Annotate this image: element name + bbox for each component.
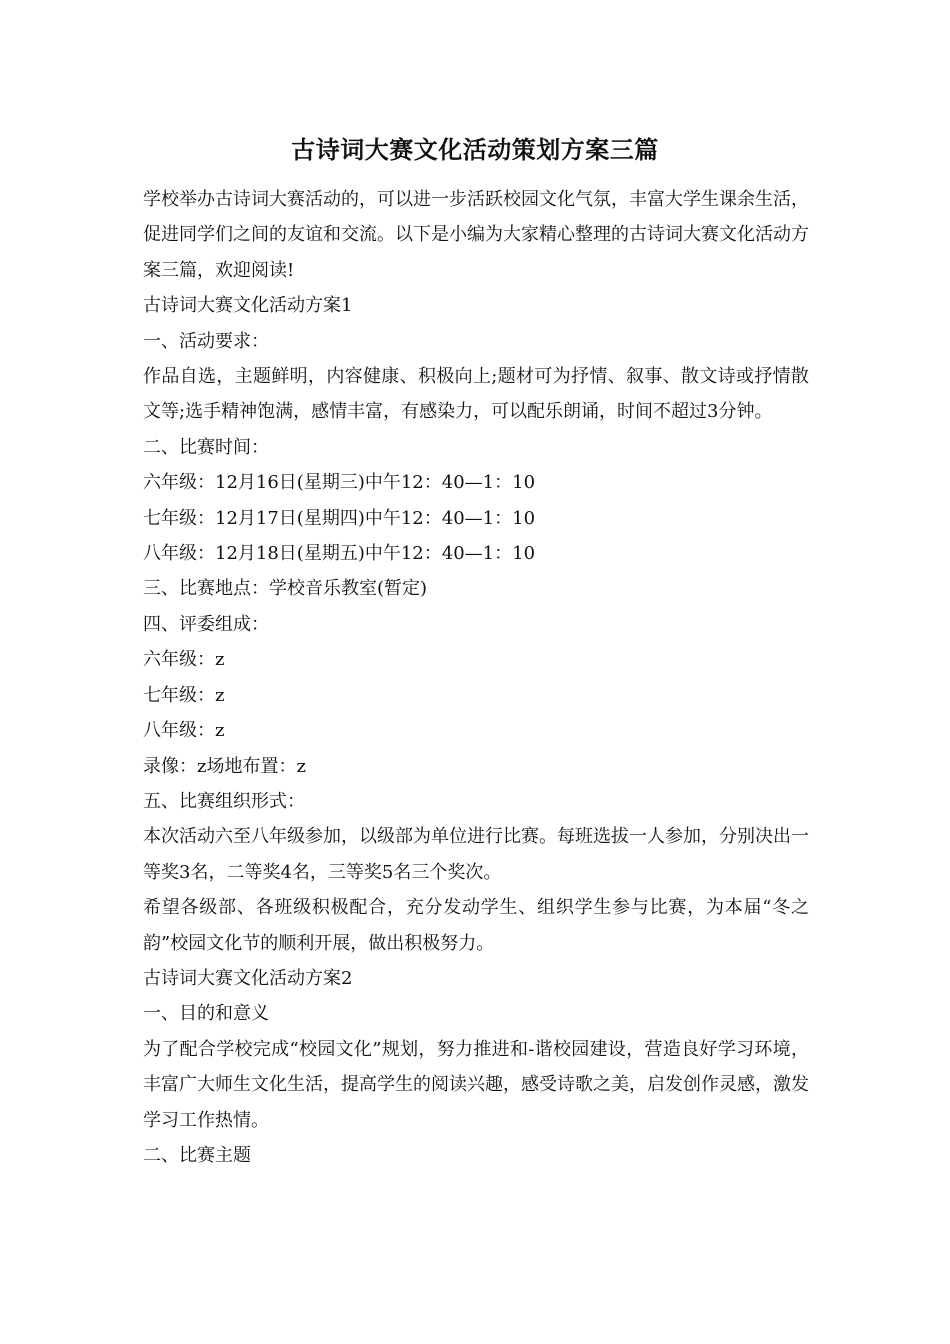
section-heading-time: 二、比赛时间： (143, 436, 269, 458)
intro-paragraph: 学校举办古诗词大赛活动的，可以进一步活跃校园文化气氛，丰富大学生课余生活，促进同学们之间的友谊和交流。以下是小编为大家精心整理的古诗词大赛文化活动方案三篇，欢迎阅读! (143, 189, 809, 281)
schedule-grade-8: 八年级：12月18日(星期五)中午12：40—1：10 (143, 543, 536, 565)
recording-and-setup: 录像：z场地布置：z (143, 755, 306, 777)
document-title: 古诗词大赛文化活动策划方案三篇 (291, 135, 659, 164)
schedule-grade-7: 七年级：12月17日(星期四)中午12：40—1：10 (143, 507, 536, 529)
section-heading-format: 五、比赛组织形式： (143, 790, 305, 812)
purpose-paragraph: 为了配合学校完成“校园文化”规划，努力推进和-谐校园建设，营造良好学习环境，丰富广大师生文化生活，提高学生的阅读兴趣，感受诗歌之美，启发创作灵感，激发学习工作热情。 (143, 1038, 809, 1131)
plan-1-heading: 古诗词大赛文化活动方案1 (143, 295, 353, 317)
judges-grade-8: 八年级：z (143, 720, 225, 742)
schedule-grade-6: 六年级：12月16日(星期三)中午12：40—1：10 (143, 472, 536, 494)
requirements-paragraph: 作品自选，主题鲜明，内容健康、积极向上;题材可为抒情、叙事、散文诗或抒情散文等;选手精神饱满，感情丰富，有感染力，可以配乐朗诵，时间不超过3分钟。 (143, 366, 809, 423)
closing-paragraph: 希望各级部、各班级积极配合，充分发动学生、组织学生参与比赛，为本届“冬之韵”校园文化节的顺利开展，做出积极努力。 (143, 897, 809, 954)
section-heading-theme: 二、比赛主题 (143, 1144, 251, 1166)
document-body (143, 182, 809, 1173)
format-paragraph: 本次活动六至八年级参加，以级部为单位进行比赛。每班选拔一人参加，分别决出一等奖3名，二等奖4名，三等奖5名三个奖次。 (143, 826, 809, 883)
section-heading-requirements: 一、活动要求： (143, 330, 269, 352)
judges-grade-7: 七年级：z (143, 684, 225, 706)
section-heading-judges: 四、评委组成： (143, 613, 269, 635)
section-heading-venue: 三、比赛地点：学校音乐教室(暂定) (143, 578, 428, 600)
judges-grade-6: 六年级：z (143, 649, 225, 671)
section-heading-purpose: 一、目的和意义 (143, 1003, 269, 1025)
plan-2-heading: 古诗词大赛文化活动方案2 (143, 967, 353, 989)
